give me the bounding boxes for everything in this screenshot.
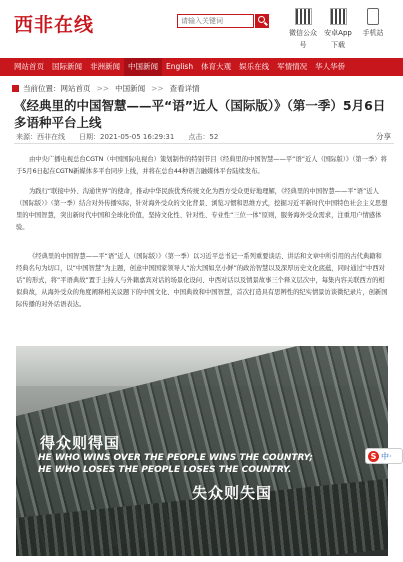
ime-label: 中· xyxy=(381,451,392,461)
article-image xyxy=(16,346,388,556)
breadcrumb-separator: >> xyxy=(96,83,110,93)
divider xyxy=(14,143,394,144)
android-app-link[interactable] xyxy=(323,8,353,51)
search-icon-handle xyxy=(264,22,268,26)
article-paragraph: 由中央广播电视总台CGTN（中国国际电视台）策划制作的特别节目《经典里的中国智慧——平“语”近人（国际版）》（第一季）将于5月6日起在CGTN新媒体多平台同步上线，并将在总台44种语言融媒体平台陆续发布。 xyxy=(16,156,387,175)
article-paragraph: 为践行“联接中外、沟通世界”的使命，推动中华民族优秀传统文化为西方受众更好地理解，《经典里的中国智慧——平“语”近人（国际版）》（第一季）结合对外传播实际，针对海外受众的文化背景、浏览习惯和思维方式，挖掘习近平新时代中国特色社会主义思想里的中国智慧，突出新时代中国和全球化价值，坚持文化性、针对性、专业性“三位一体”原则，服务海外受众需求，注重用户情感体验。 xyxy=(16,188,388,231)
mobile-site-label: 手机站 xyxy=(362,29,384,37)
site-logo[interactable]: 西非在线 xyxy=(14,14,95,36)
search-input[interactable]: 请输入关键词 xyxy=(177,14,254,28)
nav-english[interactable]: English xyxy=(166,62,194,71)
image-caption-cn-1: 得众则得国 xyxy=(40,434,121,452)
date-label: 日期： xyxy=(79,132,100,141)
breadcrumb xyxy=(12,82,200,94)
mobile-site-link[interactable] xyxy=(358,8,388,39)
breadcrumb-home[interactable]: 网站首页 xyxy=(60,83,91,93)
article-meta xyxy=(16,131,391,142)
nav-sports[interactable]: 体育大观 xyxy=(201,62,232,71)
phone-icon xyxy=(367,8,379,25)
nav-entertainment[interactable]: 娱乐在线 xyxy=(239,62,270,71)
breadcrumb-separator: >> xyxy=(151,83,164,93)
nav-overseas-chinese[interactable]: 华人华侨 xyxy=(315,62,346,71)
qr-code-icon xyxy=(330,8,347,25)
image-caption-en xyxy=(38,452,378,476)
image-caption-en-1: HE WHO WINS OVER THE PEOPLE WINS THE COUNTRY; xyxy=(38,453,313,463)
search-button[interactable] xyxy=(255,14,269,28)
share-button[interactable]: 分享 xyxy=(376,132,391,141)
clicks-value: 52 xyxy=(209,132,219,141)
ime-toolbar[interactable] xyxy=(365,448,403,464)
nav-home[interactable]: 网站首页 xyxy=(14,62,44,71)
date-value: 2021-05-05 16:29:31 xyxy=(100,132,175,141)
site-header xyxy=(0,0,403,58)
main-nav xyxy=(0,58,403,76)
image-caption-en-2: HE WHO LOSES THE PEOPLE LOSES THE COUNTRY. xyxy=(38,465,292,475)
clicks-label: 点击： xyxy=(188,132,210,141)
nav-china[interactable]: 中国新闻 xyxy=(124,58,162,76)
image-caption-cn-2: 失众则失国 xyxy=(192,484,273,502)
android-app-label: 安卓App下载 xyxy=(324,29,352,49)
wechat-label: 微信公众号 xyxy=(289,29,317,49)
article-paragraph: 《经典里的中国智慧——平“语”近人（国际版）》（第一季）以习近平总书记一系列重要谈话、讲话和文章中所引用的古代典籍和经典名句为切口，以“中国智慧”为主题，创意中国国家领导人“治大国如烹小鲜”的政治智慧以及深厚历史文化底蕴，同时通过“中西对话”的形式，将“平语典故”置于主持人与外籍嘉宾对话的场景化设问、中西对话以及情景故事三个释义层次中，每集内容关联西方的相似典故，从海外受众的角度阐释相关议题下的中国文化、中国典故和中国智慧，首次打造具有思辨性的纪实情景访谈微纪录片，创新国际传播的对外话语表达。 xyxy=(16,253,388,308)
home-icon xyxy=(12,85,19,92)
qr-code-icon xyxy=(295,8,312,25)
sogou-icon: S xyxy=(368,451,379,462)
breadcrumb-current: 查看详情 xyxy=(169,83,200,93)
wechat-link[interactable] xyxy=(288,8,318,51)
breadcrumb-china-news[interactable]: 中国新闻 xyxy=(115,83,146,93)
nav-military[interactable]: 军情情况 xyxy=(277,62,308,71)
nav-international[interactable]: 国际新闻 xyxy=(52,62,82,71)
source-value: 西非在线 xyxy=(37,132,65,141)
article-title: 《经典里的中国智慧——平“语”近人（国际版）》（第一季）5月6日多语种平台上线 xyxy=(14,98,386,130)
breadcrumb-prefix: 当前位置： xyxy=(23,83,61,93)
nav-africa[interactable]: 非洲新闻 xyxy=(90,62,120,71)
source-label: 来源： xyxy=(16,132,37,141)
